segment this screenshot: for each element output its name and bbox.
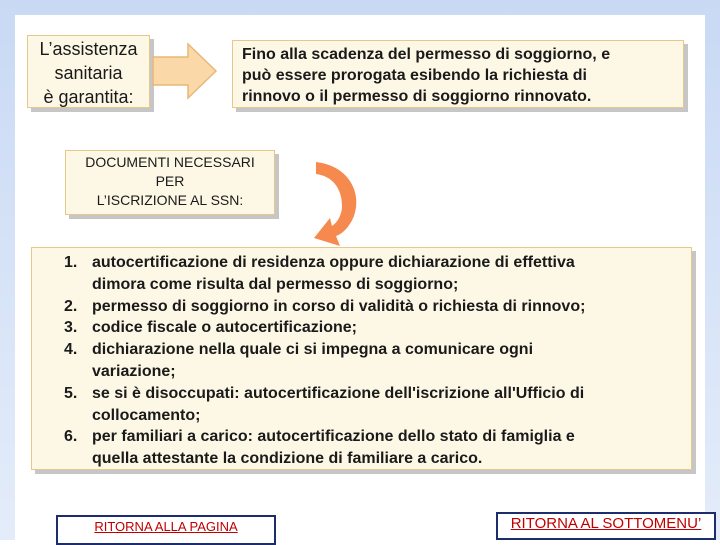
curved-down-arrow-icon bbox=[302, 160, 362, 248]
list-item-line: codice fiscale o autocertificazione; bbox=[92, 319, 357, 337]
documents-line: L’ISCRIZIONE AL SSN: bbox=[96, 192, 244, 208]
info-box bbox=[232, 40, 684, 108]
list-item-line: variazione; bbox=[92, 362, 176, 380]
back-to-submenu-label: RITORNA AL SOTTOMENU’ bbox=[510, 515, 702, 532]
assistance-line: è garantita: bbox=[43, 87, 134, 107]
list-item-line: permesso di soggiorno in corso di validità o richiesta di rinnovo; bbox=[92, 297, 586, 315]
list-item bbox=[42, 339, 681, 383]
list-item-number: 4. bbox=[64, 341, 78, 359]
list-item-line: dichiarazione nella quale ci si impegna a comunicare ogni bbox=[92, 341, 534, 359]
documents-line: DOCUMENTI NECESSARI bbox=[85, 154, 255, 170]
list-item-number: 2. bbox=[64, 297, 78, 315]
documents-box bbox=[65, 150, 275, 215]
list-item-line: per familiari a carico: autocertificazione dello stato di famiglia e bbox=[92, 428, 575, 446]
info-line: rinnovo o il permesso di soggiorno rinnovato. bbox=[242, 88, 592, 105]
documents-line: PER bbox=[155, 173, 185, 189]
list-item-number: 5. bbox=[64, 384, 78, 402]
list-item bbox=[42, 317, 681, 339]
documents-ordered-list bbox=[42, 252, 681, 470]
back-to-page-label: RITORNA ALLA PAGINA bbox=[94, 519, 238, 534]
back-to-page-button[interactable] bbox=[56, 515, 276, 545]
list-item-number: 3. bbox=[64, 319, 78, 337]
assistance-box bbox=[27, 35, 150, 108]
list-item-line: quella attestante la condizione di familiare a carico. bbox=[92, 450, 483, 468]
list-item-line: dimora come risulta dal permesso di soggiorno; bbox=[92, 275, 459, 293]
list-item bbox=[42, 252, 681, 296]
list-item bbox=[42, 426, 681, 470]
list-item-line: autocertificazione di residenza oppure dichiarazione di effettiva bbox=[92, 254, 575, 271]
list-item bbox=[42, 296, 681, 318]
info-line: Fino alla scadenza del permesso di soggiorno, e bbox=[242, 46, 611, 63]
list-item-number: 1. bbox=[64, 254, 78, 271]
list-item-line: se si è disoccupati: autocertificazione dell'iscrizione all'Ufficio di bbox=[92, 384, 585, 402]
assistance-line: L’assistenza bbox=[39, 39, 138, 59]
right-arrow-icon bbox=[152, 42, 218, 100]
assistance-line: sanitaria bbox=[54, 63, 123, 83]
list-item bbox=[42, 383, 681, 427]
info-line: può essere prorogata esibendo la richiesta di bbox=[242, 67, 587, 84]
list-item-number: 6. bbox=[64, 428, 78, 446]
back-to-submenu-button[interactable] bbox=[496, 512, 716, 540]
list-item-line: collocamento; bbox=[92, 406, 201, 424]
documents-list bbox=[31, 247, 692, 470]
